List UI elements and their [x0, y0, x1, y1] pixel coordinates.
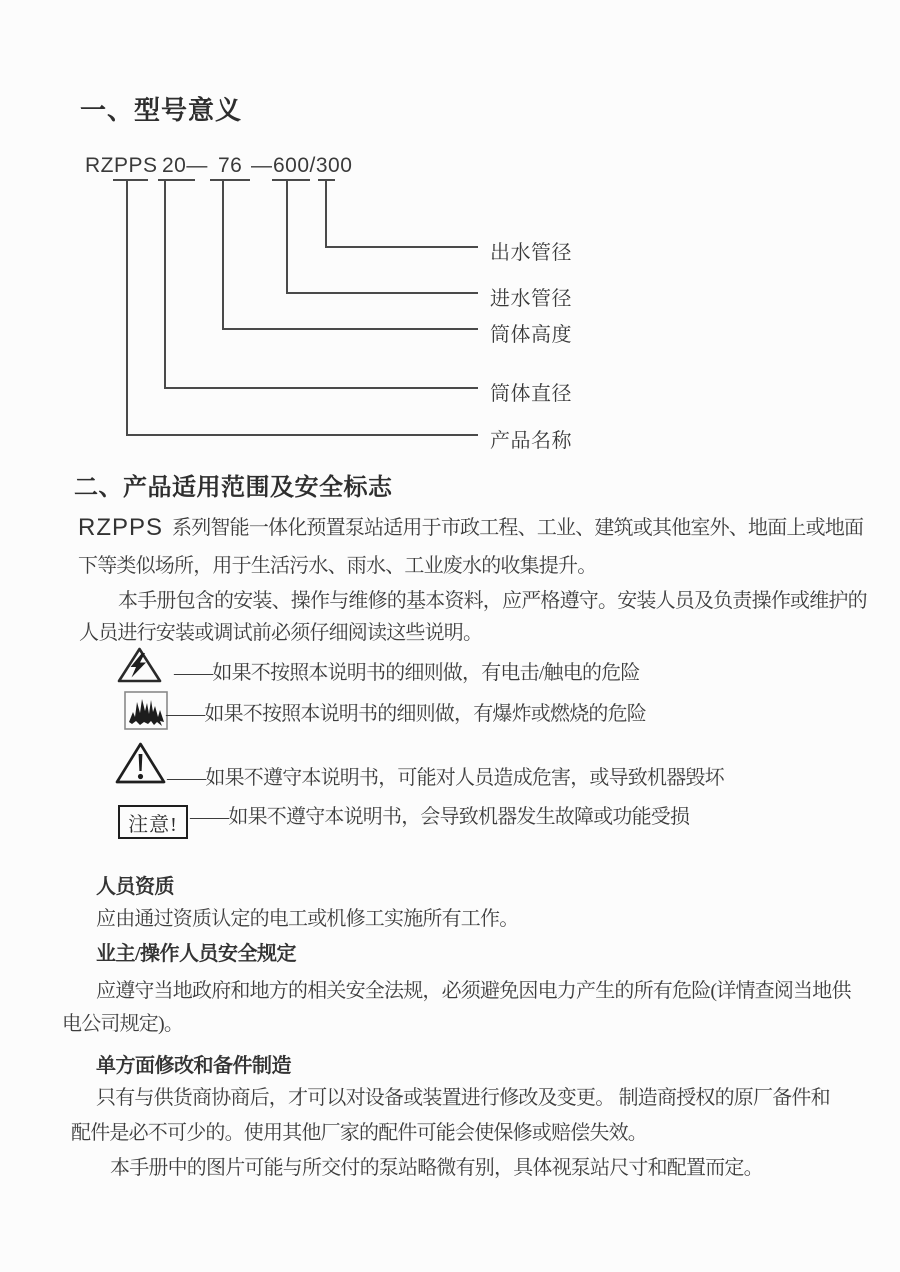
explosion-icon [124, 691, 168, 730]
subsection3-line1: 只有与供货商协商后，才可以对设备或装置进行修改及变更。 制造商授权的原厂备件和 [96, 1087, 830, 1109]
subsection1-line1: 应由通过资质认定的电工或机修工实施所有工作。 [96, 908, 519, 930]
subsection2-line1: 应遵守当地政府和地方的相关安全法规，必须避免因电力产生的所有危险(详情查阅当地供 [96, 980, 851, 1002]
model-segment-height: 76 [218, 154, 243, 177]
model-segment-name: RZPPS [85, 154, 158, 177]
closing-note: 本手册中的图片可能与所交付的泵站略微有别，具体视泵站尺寸和配置而定。 [110, 1157, 763, 1179]
high-voltage-triangle-icon [116, 646, 163, 684]
para1-line1-text: 系列智能一体化预置泵站适用于市政工程、工业、建筑或其他室外、地面上或地面 [172, 517, 864, 539]
warning4-text: ——如果不遵守本说明书，会导致机器发生故障或功能受损 [190, 806, 690, 828]
para2-line1: 本手册包含的安装、操作与维修的基本资料，应严格遵守。安装人员及负责操作或维护的 [118, 590, 867, 612]
model-segment-diameter: 20— [162, 154, 208, 177]
subsection2-heading: 业主/操作人员安全规定 [96, 943, 297, 965]
subsection2-line2: 电公司规定)。 [62, 1013, 184, 1035]
label-inlet-pipe-diameter: 进水管径 [490, 288, 572, 310]
warning2-text: ——如果不按照本说明书的细则做，有爆炸或燃烧的危险 [166, 703, 646, 725]
model-segment-pipes: 600/300 [273, 154, 353, 177]
subsection3-line2: 配件是必不可少的。使用其他厂家的配件可能会使保修或赔偿失效。 [71, 1122, 647, 1144]
label-outlet-pipe-diameter: 出水管径 [490, 242, 572, 264]
model-segment-dash: — [251, 154, 273, 177]
notice-badge: 注意! [118, 805, 188, 839]
brand-text: RZPPS [78, 514, 164, 541]
para1-line2: 下等类似场所，用于生活污水、雨水、工业废水的收集提升。 [78, 555, 597, 577]
subsection3-heading: 单方面修改和备件制造 [96, 1055, 291, 1077]
label-product-name: 产品名称 [490, 430, 572, 452]
section1-title: 一、型号意义 [80, 96, 243, 125]
section2-title: 二、产品适用范围及安全标志 [74, 475, 393, 501]
para2-line2: 人员进行安装或调试前必须仔细阅读这些说明。 [79, 622, 483, 644]
para1-line1 [78, 511, 863, 542]
label-cylinder-height: 筒体高度 [490, 324, 572, 346]
warning-exclamation-triangle-icon [114, 740, 167, 785]
label-cylinder-diameter: 筒体直径 [490, 383, 572, 405]
subsection1-heading: 人员资质 [96, 876, 174, 898]
warning3-text: ——如果不遵守本说明书，可能对人员造成危害，或导致机器毁坏 [167, 767, 724, 789]
warning1-text: ——如果不按照本说明书的细则做，有电击/触电的危险 [174, 662, 640, 684]
